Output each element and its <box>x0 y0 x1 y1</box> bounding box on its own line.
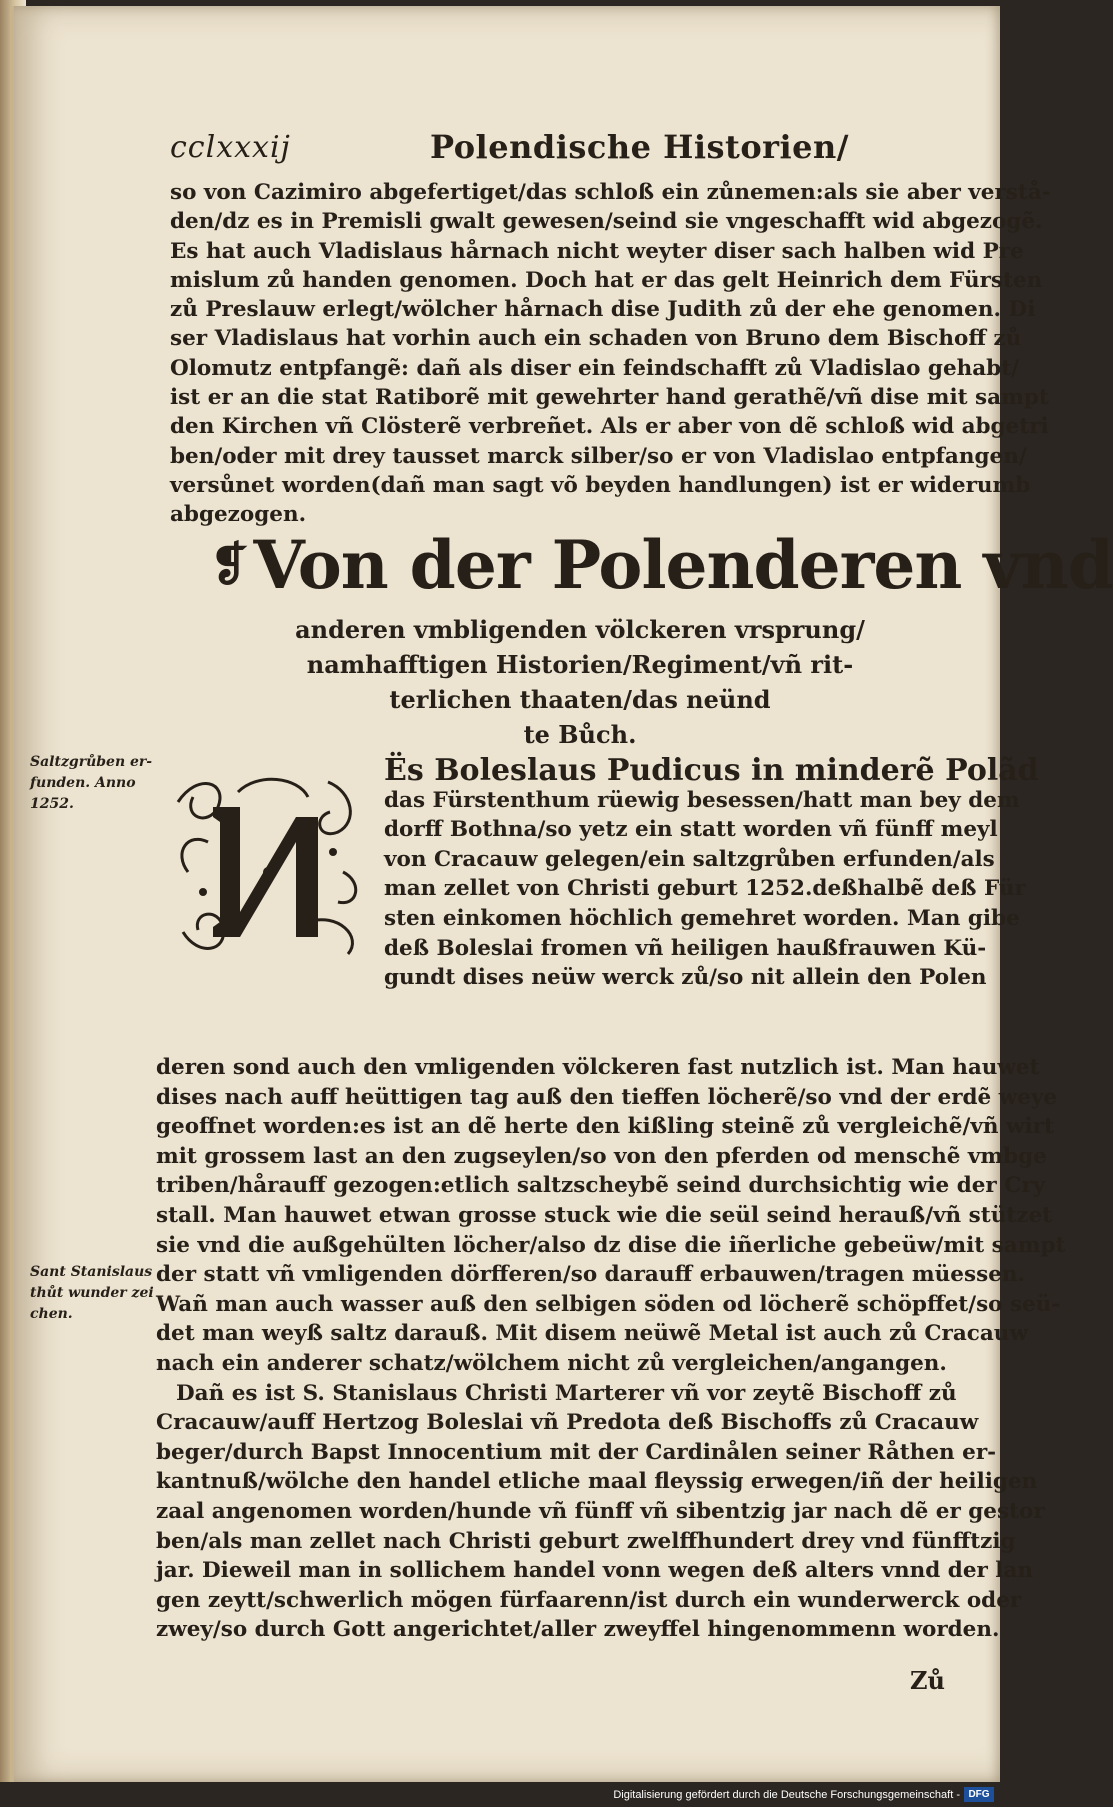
page-header <box>170 124 930 168</box>
body-paragraph-full <box>156 1053 1066 1645</box>
text-line: abgezogen. <box>170 502 307 528</box>
text-line: deren sond auch den vmligenden völckeren fast nutzlich ist. Man hauwet <box>156 1055 1040 1080</box>
subtitle-line: terlichen thaaten/das neünd <box>389 685 771 714</box>
subtitle-line: namhafftigen Historien/Regiment/vñ rit- <box>306 650 854 679</box>
text-line: nach ein anderer schatz/wölchem nicht zů vergleichen/angangen. <box>156 1350 947 1376</box>
text-line: ist er an die stat Ratiborẽ mit gewehrter hand gerathẽ/vñ dise mit sampt <box>170 385 1049 411</box>
text-line: ben/als man zellet nach Christi geburt zwelffhundert drey vnd fünfftzig <box>156 1528 1016 1554</box>
text-line: sie vnd die außgehülten löcher/also dz dise die iñerliche gebeüw/mit sampt <box>156 1232 1066 1258</box>
note-line: chen. <box>30 1306 73 1322</box>
text-line: det man weyß saltz darauß. Mit disem neüwẽ Metal ist auch zů Cracauw <box>156 1321 1028 1347</box>
pilcrow-icon: ❡ <box>210 537 248 591</box>
text-line: mit grossem last an den zugseylen/so von den pferden od menschẽ vmbge <box>156 1143 1047 1169</box>
text-line: den/dz es in Premisli gwalt gewesen/seind sie vngeschafft wid abgezogẽ. <box>170 209 1043 235</box>
folio-number: cclxxxij <box>170 130 291 165</box>
text-line: zaal angenomen worden/hunde vñ fünff vñ sibentzig jar nach dẽ er gestor <box>156 1498 1045 1524</box>
text-line: jar. Dieweil man in sollichem handel vonn wegen deß alters vnnd der lan <box>156 1558 1034 1584</box>
text-line: zwey/so durch Gott angerichtet/aller zweyffel hingenommenn worden. <box>156 1617 1000 1643</box>
note-line: 1252. <box>30 796 74 812</box>
text-line: der statt vñ vmligenden dörfferen/so darauff erbauwen/tragen müessen. <box>156 1262 1025 1288</box>
text-line: ben/oder mit drey tausset marck silber/so er von Vladislao entpfangen/ <box>170 443 1027 469</box>
text-line: gen zeytt/schwerlich mögen fürfaarenn/ist durch ein wunderwerck oder <box>156 1587 1022 1613</box>
top-paragraph <box>170 178 1051 530</box>
text-line: Cracauw/auff Hertzog Boleslai vñ Predota deß Bischoffs zů Cracauw <box>156 1410 979 1436</box>
chapter-title-text: Von der Polenderen vnd <box>253 526 1113 604</box>
ornament-icon <box>168 762 368 962</box>
marginal-note-stanislaus <box>30 1262 158 1325</box>
text-line: dises nach auff heüttigen tag auß den tieffen löcherẽ/so vnd der erdẽ weye <box>156 1084 1058 1110</box>
text-line: Wañ man auch wasser auß den selbigen söden od löcherẽ schöpffet/so seü- <box>156 1291 1061 1317</box>
text-line: Es hat auch Vladislaus hårnach nicht weyter diser sach halben wid Pre <box>170 238 1024 264</box>
text-line: Olomutz entpfangẽ: dañ als diser ein feindschafft zů Vladislao gehabt/ <box>170 355 1019 381</box>
marginal-note-salt-mine <box>30 752 158 815</box>
text-line: sten einkomen höchlich gemehret worden. Man gibe <box>384 905 1020 931</box>
chapter-title <box>210 526 1113 604</box>
body-paragraph-indented <box>384 753 1039 993</box>
note-line: Sant Stanislaus <box>30 1264 153 1280</box>
text-line: mislum zů handen genomen. Doch hat er das gelt Heinrich dem Fürsten <box>170 267 1043 293</box>
text-line: von Cracauw gelegen/ein saltzgrůben erfunden/als <box>384 846 995 872</box>
text-line: ser Vladislaus hat vorhin auch ein schaden von Bruno dem Bischoff zů <box>170 326 1022 352</box>
text-line: zů Preslauw erlegt/wölcher hårnach dise Judith zů der ehe genomen. Di <box>170 297 1036 323</box>
text-line: kantnuß/wölche den handel etliche maal fleyssig erwegen/iñ der heiligen <box>156 1469 1038 1495</box>
text-line: triben/hårauff gezogen:etlich saltzscheybẽ seind durchsichtig wie der Cry <box>156 1173 1046 1199</box>
text-line: man zellet von Christi geburt 1252.deßhalbẽ deß Für <box>384 876 1026 902</box>
text-line: Dañ es ist S. Stanislaus Christi Marterer vñ vor zeytẽ Bischoff zů <box>176 1380 957 1406</box>
footer-credit: Digitalisierung gefördert durch die Deutsche Forschungsgemeinschaft - <box>613 1789 960 1801</box>
subtitle-line: anderen vmbligenden völckeren vrsprung/ <box>295 615 865 644</box>
chapter-subtitle <box>250 612 910 752</box>
text-line: stall. Man hauwet etwan grosse stuck wie die seül seind herauß/vñ stützet <box>156 1202 1053 1228</box>
text-line: so von Cazimiro abgefertiget/das schloß ein zůnemen:als sie aber verstå- <box>170 180 1051 205</box>
text-line: versůnet worden(dañ man sagt võ beyden handlungen) ist er widerumb <box>170 472 1031 498</box>
text-line: gundt dises neüw werck zů/so nit allein den Polen <box>384 965 987 991</box>
text-line: den Kirchen vñ Clösterẽ verbreñet. Als er aber von dẽ schloß wid abgetri <box>170 414 1049 440</box>
text-line: Ës Boleslaus Pudicus in minderẽ Polãd <box>384 753 1039 788</box>
decorated-initial-n <box>168 762 368 962</box>
subtitle-line: te Bůch. <box>523 720 637 749</box>
text-line: dorff Bothna/so yetz ein statt worden vñ fünff meyl <box>384 817 998 843</box>
note-line: Saltzgrůben er- <box>30 754 153 770</box>
text-line: das Fürstenthum rüewig besessen/hatt man bey dem <box>384 787 1020 813</box>
dfg-logo-icon[interactable]: DFG <box>964 1787 994 1802</box>
note-line: funden. Anno <box>30 775 136 791</box>
note-line: thůt wunder zei <box>30 1285 154 1301</box>
text-line: beger/durch Bapst Innocentium mit der Cardinålen seiner Råthen er- <box>156 1439 997 1465</box>
text-line: geoffnet worden:es ist an dẽ herte den kißling steinẽ zů vergleichẽ/vñ wirt <box>156 1114 1054 1140</box>
text-line: deß Boleslai fromen vñ heiligen haußfrauwen Kü- <box>384 935 987 961</box>
running-title: Polendische Historien/ <box>430 128 849 166</box>
catchword: Zů <box>910 1666 945 1695</box>
